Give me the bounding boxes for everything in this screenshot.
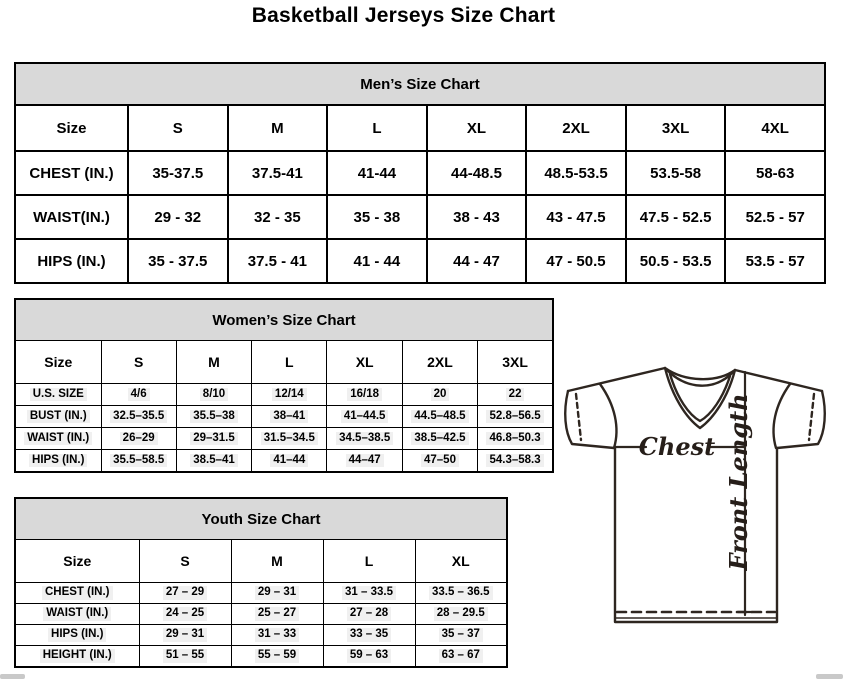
column-header: 3XL bbox=[478, 341, 553, 384]
table-row bbox=[15, 646, 507, 668]
size-value: 44.5–48.5 bbox=[402, 406, 477, 428]
table-row bbox=[15, 625, 507, 646]
column-header: S bbox=[128, 105, 228, 151]
jersey-measurement-diagram bbox=[560, 360, 840, 628]
column-header: S bbox=[139, 540, 231, 583]
row-label-text: U.S. SIZE bbox=[30, 388, 87, 402]
size-value: 47–50 bbox=[402, 450, 477, 473]
row-label-text: HIPS (IN.) bbox=[29, 454, 87, 468]
table-row bbox=[15, 384, 553, 406]
size-value: 41 - 44 bbox=[327, 239, 427, 283]
table-row bbox=[15, 151, 825, 195]
row-label: WAIST(IN.) bbox=[15, 195, 128, 239]
row-label bbox=[15, 428, 101, 450]
table-row bbox=[15, 239, 825, 283]
column-header: L bbox=[323, 540, 415, 583]
size-value: 29 – 31 bbox=[231, 583, 323, 604]
left-cuff-dashes bbox=[576, 394, 581, 440]
size-value: 35 - 37.5 bbox=[128, 239, 228, 283]
womens-size-table bbox=[14, 298, 554, 473]
size-value: 8/10 bbox=[176, 384, 251, 406]
size-value: 38–41 bbox=[252, 406, 327, 428]
row-label-text: HIPS (IN.) bbox=[48, 628, 106, 642]
size-value: 38.5–41 bbox=[176, 450, 251, 473]
front-length-label: Front Length bbox=[724, 393, 753, 571]
row-label-text: CHEST (IN.) bbox=[42, 586, 113, 600]
column-header: XL bbox=[427, 105, 527, 151]
table-row bbox=[15, 341, 553, 384]
size-value: 25 – 27 bbox=[231, 604, 323, 625]
size-value: 63 – 67 bbox=[415, 646, 507, 668]
size-value: 29 - 32 bbox=[128, 195, 228, 239]
row-label: HIPS (IN.) bbox=[15, 239, 128, 283]
size-value: 35.5–38 bbox=[176, 406, 251, 428]
size-value: 16/18 bbox=[327, 384, 402, 406]
size-value: 33 – 35 bbox=[323, 625, 415, 646]
size-value: 24 – 25 bbox=[139, 604, 231, 625]
column-header: M bbox=[231, 540, 323, 583]
table-row bbox=[15, 195, 825, 239]
size-value: 54.3–58.3 bbox=[478, 450, 553, 473]
size-value: 50.5 - 53.5 bbox=[626, 239, 726, 283]
right-cuff-dashes bbox=[809, 394, 814, 440]
size-value: 47.5 - 52.5 bbox=[626, 195, 726, 239]
size-value: 33.5 – 36.5 bbox=[415, 583, 507, 604]
size-value: 27 – 28 bbox=[323, 604, 415, 625]
size-value: 44–47 bbox=[327, 450, 402, 473]
size-value: 41-44 bbox=[327, 151, 427, 195]
scrollbar-fragment-right[interactable] bbox=[816, 674, 843, 679]
mens-size-table bbox=[14, 62, 826, 284]
column-header: L bbox=[327, 105, 427, 151]
size-value: 12/14 bbox=[252, 384, 327, 406]
table-row bbox=[15, 406, 553, 428]
jersey-outline bbox=[565, 368, 825, 622]
table-row bbox=[15, 105, 825, 151]
size-value: 31.5–34.5 bbox=[252, 428, 327, 450]
row-label bbox=[15, 646, 139, 668]
table-row bbox=[15, 540, 507, 583]
scrollbar-fragment-left[interactable] bbox=[0, 674, 25, 679]
size-value: 43 - 47.5 bbox=[526, 195, 626, 239]
size-value: 41–44 bbox=[252, 450, 327, 473]
size-header: Size bbox=[15, 341, 101, 384]
row-label bbox=[15, 583, 139, 604]
size-value: 35-37.5 bbox=[128, 151, 228, 195]
size-value: 28 – 29.5 bbox=[415, 604, 507, 625]
size-value: 52.5 - 57 bbox=[725, 195, 825, 239]
row-label bbox=[15, 604, 139, 625]
chest-label: Chest bbox=[638, 432, 716, 461]
size-value: 35 – 37 bbox=[415, 625, 507, 646]
size-value: 55 – 59 bbox=[231, 646, 323, 668]
size-value: 4/6 bbox=[101, 384, 176, 406]
table-row bbox=[15, 498, 507, 540]
size-value: 58-63 bbox=[725, 151, 825, 195]
size-value: 46.8–50.3 bbox=[478, 428, 553, 450]
row-label bbox=[15, 625, 139, 646]
table-title: Youth Size Chart bbox=[15, 498, 507, 540]
row-label bbox=[15, 384, 101, 406]
youth-size-table bbox=[14, 497, 508, 668]
table-row bbox=[15, 583, 507, 604]
table-row bbox=[15, 428, 553, 450]
size-value: 44-48.5 bbox=[427, 151, 527, 195]
size-value: 27 – 29 bbox=[139, 583, 231, 604]
size-value: 22 bbox=[478, 384, 553, 406]
row-label-text: WAIST (IN.) bbox=[43, 607, 111, 621]
size-value: 47 - 50.5 bbox=[526, 239, 626, 283]
size-value: 35.5–58.5 bbox=[101, 450, 176, 473]
column-header: 4XL bbox=[725, 105, 825, 151]
page-title: Basketball Jerseys Size Chart bbox=[251, 4, 556, 27]
row-label: CHEST (IN.) bbox=[15, 151, 128, 195]
column-header: XL bbox=[327, 341, 402, 384]
row-label bbox=[15, 406, 101, 428]
row-label-text: HEIGHT (IN.) bbox=[40, 649, 115, 663]
row-label-text: WAIST (IN.) bbox=[24, 432, 92, 446]
column-header: M bbox=[176, 341, 251, 384]
table-title: Women’s Size Chart bbox=[15, 299, 553, 341]
size-value: 48.5-53.5 bbox=[526, 151, 626, 195]
column-header: M bbox=[228, 105, 328, 151]
table-row bbox=[15, 604, 507, 625]
size-value: 31 – 33.5 bbox=[323, 583, 415, 604]
size-value: 51 – 55 bbox=[139, 646, 231, 668]
size-value: 29 – 31 bbox=[139, 625, 231, 646]
column-header: 2XL bbox=[526, 105, 626, 151]
size-value: 32 - 35 bbox=[228, 195, 328, 239]
size-value: 53.5 - 57 bbox=[725, 239, 825, 283]
row-label-text: BUST (IN.) bbox=[27, 410, 90, 424]
size-value: 29–31.5 bbox=[176, 428, 251, 450]
table-title: Men’s Size Chart bbox=[15, 63, 825, 105]
size-value: 37.5-41 bbox=[228, 151, 328, 195]
table-row bbox=[15, 299, 553, 341]
size-value: 37.5 - 41 bbox=[228, 239, 328, 283]
size-value: 31 – 33 bbox=[231, 625, 323, 646]
size-value: 32.5–35.5 bbox=[101, 406, 176, 428]
size-value: 34.5–38.5 bbox=[327, 428, 402, 450]
size-value: 38.5–42.5 bbox=[402, 428, 477, 450]
column-header: L bbox=[252, 341, 327, 384]
column-header: 2XL bbox=[402, 341, 477, 384]
column-header: XL bbox=[415, 540, 507, 583]
column-header: 3XL bbox=[626, 105, 726, 151]
table-row bbox=[15, 63, 825, 105]
size-value: 35 - 38 bbox=[327, 195, 427, 239]
size-value: 59 – 63 bbox=[323, 646, 415, 668]
size-value: 44 - 47 bbox=[427, 239, 527, 283]
size-header: Size bbox=[15, 540, 139, 583]
table-row bbox=[15, 450, 553, 473]
size-value: 38 - 43 bbox=[427, 195, 527, 239]
size-value: 26–29 bbox=[101, 428, 176, 450]
size-header: Size bbox=[15, 105, 128, 151]
column-header: S bbox=[101, 341, 176, 384]
size-value: 20 bbox=[402, 384, 477, 406]
size-value: 41–44.5 bbox=[327, 406, 402, 428]
size-value: 53.5-58 bbox=[626, 151, 726, 195]
size-value: 52.8–56.5 bbox=[478, 406, 553, 428]
row-label bbox=[15, 450, 101, 473]
